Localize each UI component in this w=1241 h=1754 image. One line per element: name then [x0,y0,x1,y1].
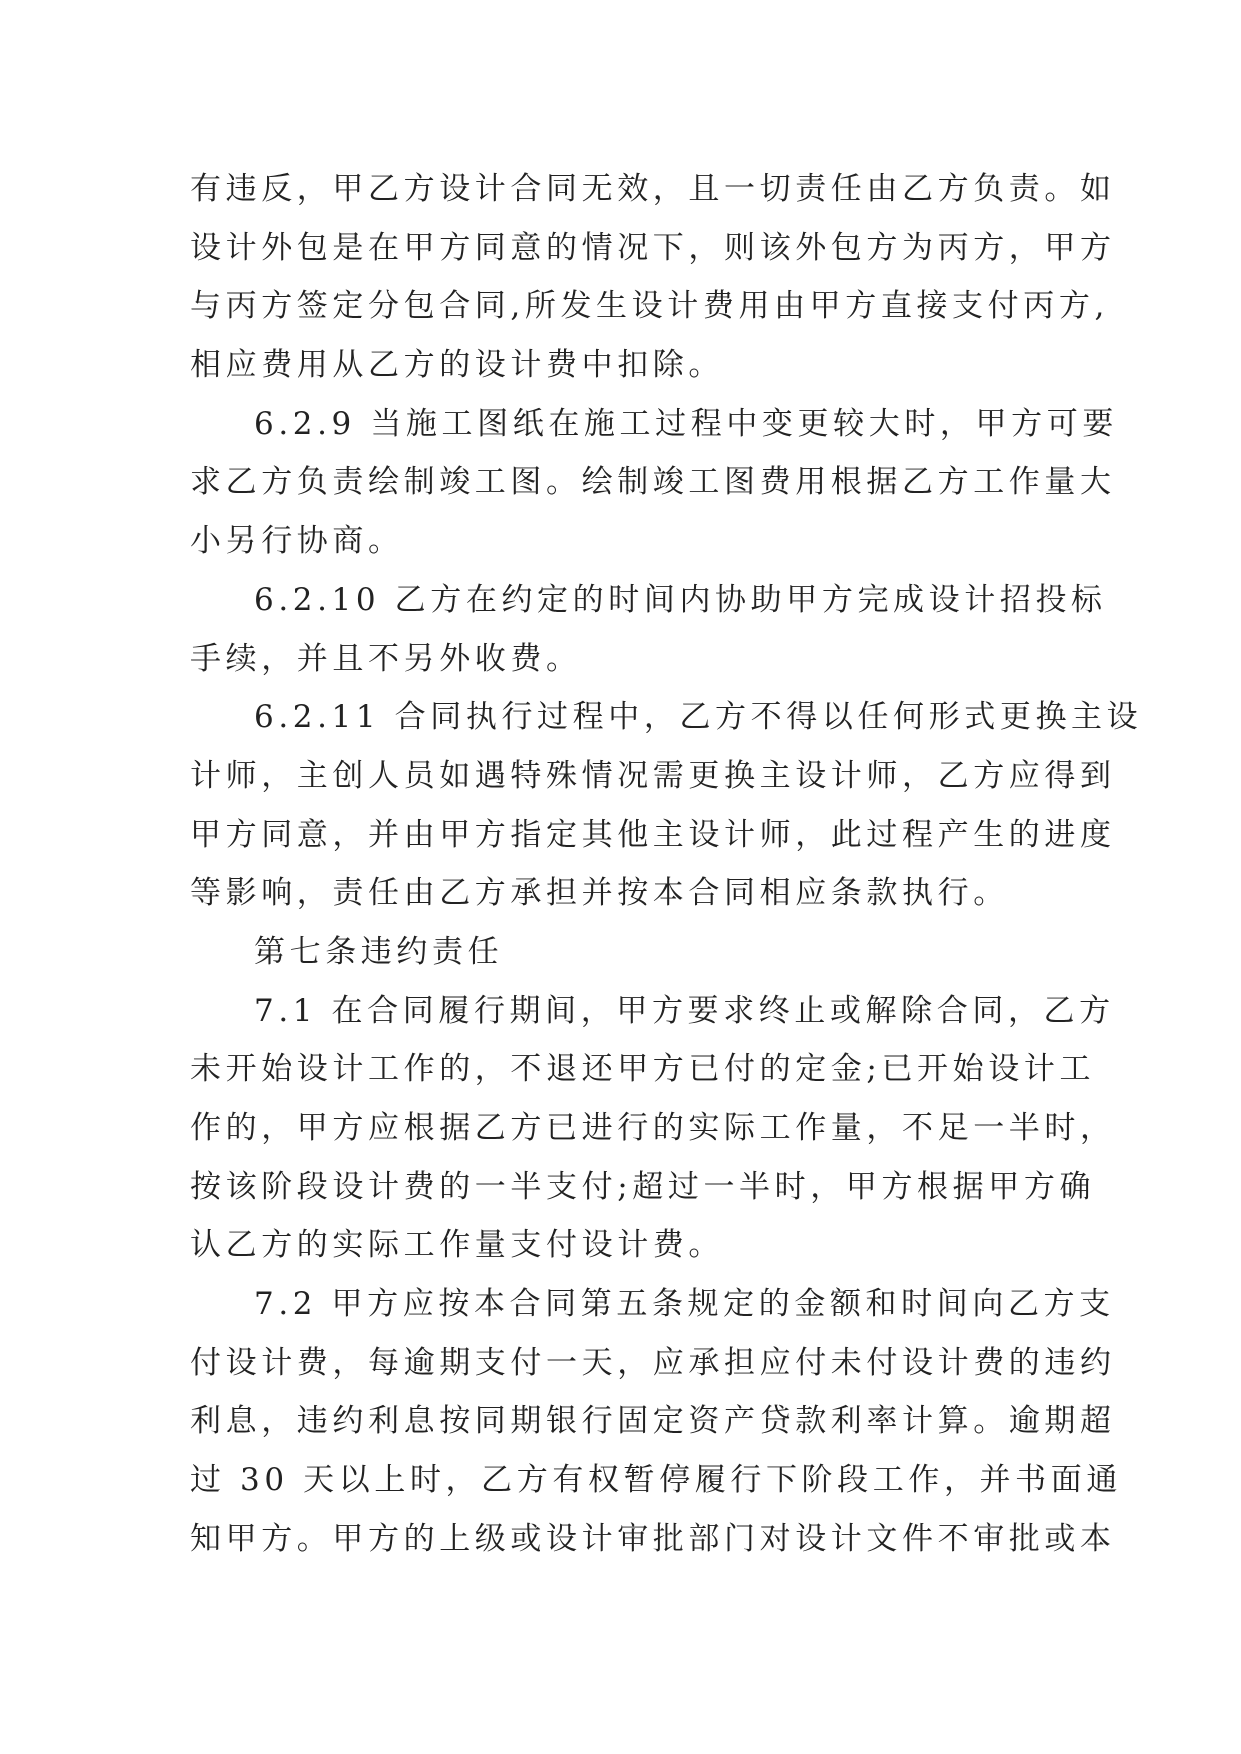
text-line: 知甲方。甲方的上级或设计审批部门对设计文件不审批或本 [190,1520,1116,1557]
text-line: 求乙方负责绘制竣工图。绘制竣工图费用根据乙方工作量大 [190,464,1116,501]
text-line: 7.1 在合同履行期间，甲方要求终止或解除合同，乙方 [254,992,1115,1029]
text-line: 第七条违约责任 [254,933,504,970]
text-line: 小另行协商。 [190,523,404,560]
text-line: 相应费用从乙方的设计费中扣除。 [190,347,724,384]
text-line: 甲方同意，并由甲方指定其他主设计师，此过程产生的进度 [190,816,1116,853]
text-line: 6.2.9 当施工图纸在施工过程中变更较大时，甲方可要 [254,405,1118,442]
text-line: 未开始设计工作的，不退还甲方已付的定金;已开始设计工 [190,1051,1096,1088]
document-body [190,160,1143,1569]
text-line: 付设计费，每逾期支付一天，应承担应付未付设计费的违约 [190,1344,1116,1381]
text-line: 6.2.10 乙方在约定的时间内协助甲方完成设计招投标 [254,581,1107,618]
text-line: 7.2 甲方应按本合同第五条规定的金额和时间向乙方支 [254,1286,1115,1323]
text-line: 等影响，责任由乙方承担并按本合同相应条款执行。 [190,875,1009,912]
text-line: 按该阶段设计费的一半支付;超过一半时，甲方根据甲方确 [190,1168,1096,1205]
text-line: 与丙方签定分包合同,所发生设计费用由甲方直接支付丙方, [190,288,1109,325]
text-line: 有违反，甲乙方设计合同无效，且一切责任由乙方负责。如 [190,171,1116,207]
text-line: 手续，并且不另外收费。 [190,640,582,677]
text-line: 作的，甲方应根据乙方已进行的实际工作量，不足一半时， [190,1110,1116,1146]
text-line: 6.2.11 合同执行过程中，乙方不得以任何形式更换主设 [254,699,1143,736]
text-line: 认乙方的实际工作量支付设计费。 [190,1227,724,1264]
text-line: 利息，违约利息按同期银行固定资产贷款利率计算。逾期超 [190,1403,1116,1440]
text-line: 过 30 天以上时，乙方有权暂停履行下阶段工作，并书面通 [190,1462,1122,1499]
text-line: 设计外包是在甲方同意的情况下，则该外包方为丙方，甲方 [190,229,1116,266]
text-line: 计师，主创人员如遇特殊情况需更换主设计师，乙方应得到 [190,757,1116,794]
